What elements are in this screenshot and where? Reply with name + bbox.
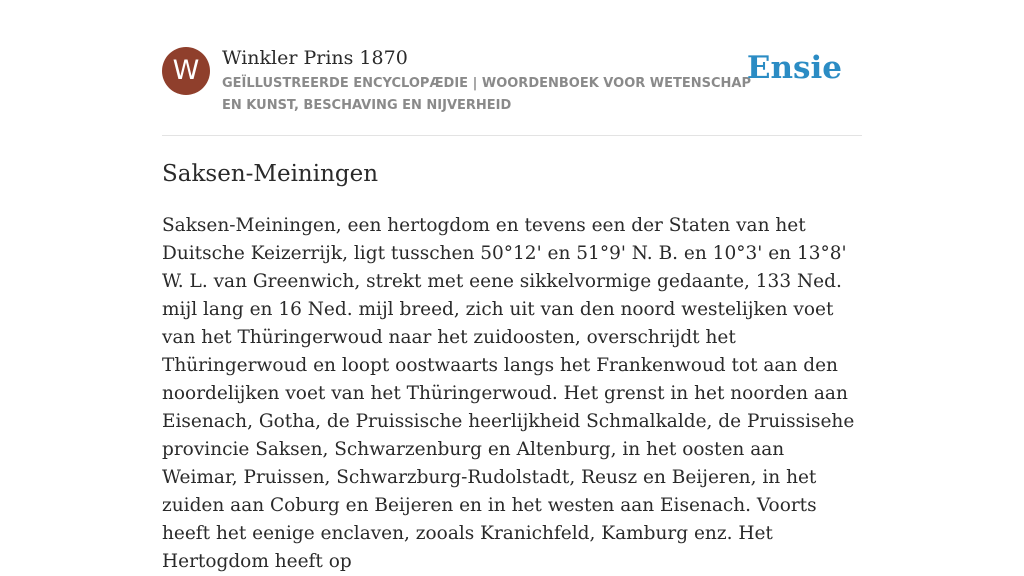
article-title: Saksen-Meiningen xyxy=(162,161,379,187)
publication-avatar[interactable]: W xyxy=(162,47,210,95)
publication-subtitle: GEÏLLUSTREERDE ENCYCLOPÆDIE | WOORDENBOEK VOOR WETENSCHAP EN KUNST, BESCHAVING EN NIJVERHEID xyxy=(222,76,751,113)
publication-title[interactable]: Winkler Prins 1870 xyxy=(222,47,408,69)
publication-header xyxy=(162,46,862,136)
ensie-logo[interactable]: Ensie xyxy=(746,50,842,86)
header-divider xyxy=(162,135,862,136)
article-body: Saksen-Meiningen, een hertogdom en tevens een der Staten van het Duitsche Keizerrijk, ligt tusschen 50°12' en 51°9' N. B. en 10°3' en 13°8' W. L. van Greenwich, strekt met eene sikkelvormige gedaante, 133 Ned. mijl lang en 16 Ned. mijl breed, zich uit van den noord westelijken voet van het Thüringerwoud naar het zuidoosten, overschrijdt het Thüringerwoud en loopt oostwaarts langs het Frankenwoud tot aan den noordelijken voet van het Thüringerwoud. Het grenst in het noorden aan Eisenach, Gotha, de Pruissische heerlijkheid Schmalkalde, de Pruissisehe provincie Saksen, Schwarzenburg en Altenburg, in het oosten aan Weimar, Pruissen, Schwarzburg-Rudolstadt, Reusz en Beijeren, in het zuiden aan Coburg en Beijeren en in het westen aan Eisenach. Voorts heeft het eenige enclaven, zooals Kranichfeld, Kamburg enz. Het Hertogdom heeft op xyxy=(162,215,855,572)
